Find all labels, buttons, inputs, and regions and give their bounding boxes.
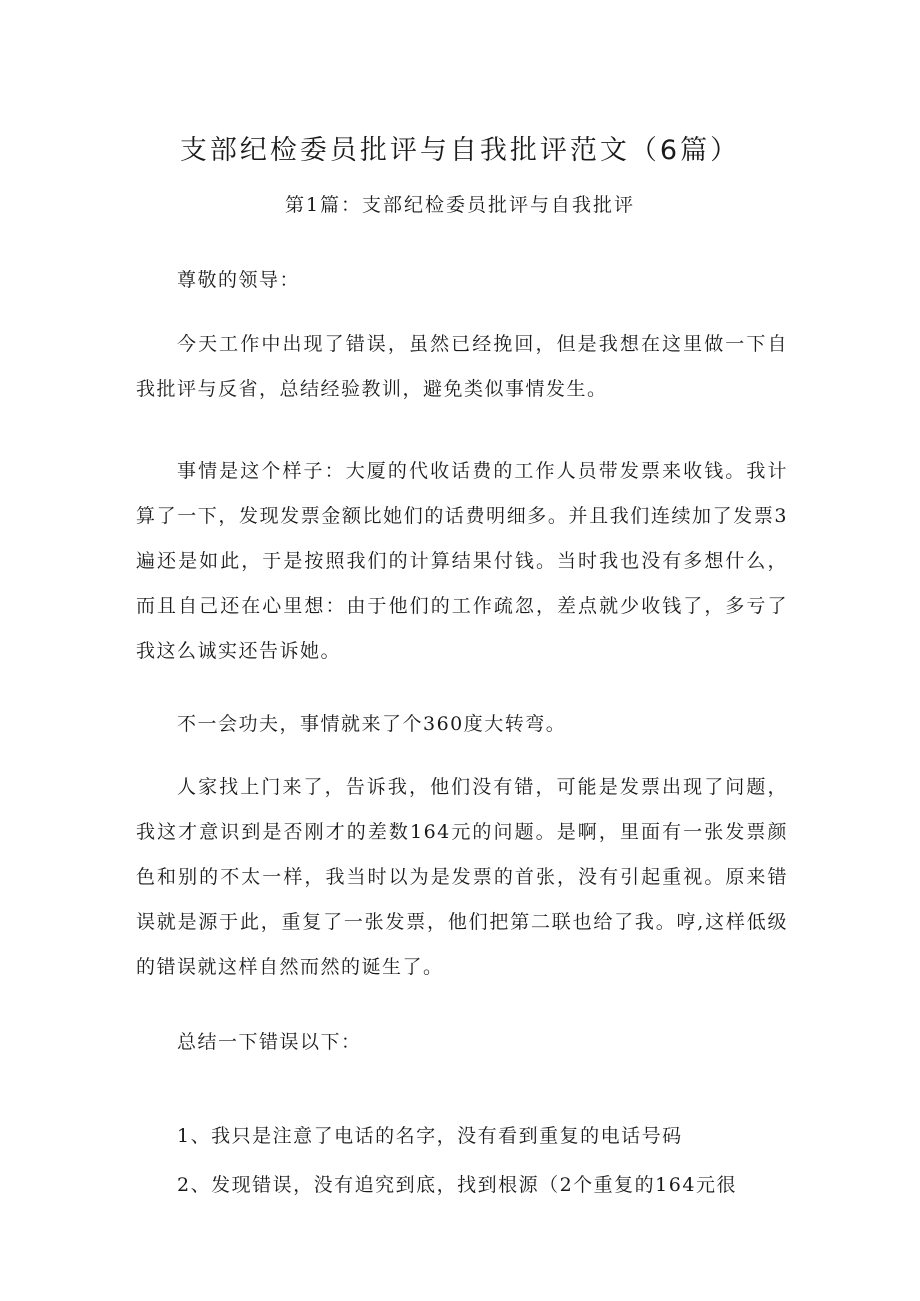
salutation: 尊敬的领导： — [177, 269, 301, 291]
document-title: 支部纪检委员批评与自我批评范文（6篇） — [179, 135, 741, 166]
paragraph-4: 人家找上门来了，告诉我，他们没有错，可能是发票出现了问题，我这才意识到是否刚才的差数164元的问题。是啊，里面有一张发票颜色和别的不太一样，我当时以为是发票的首张，没有引起重视。原来错误就是源于此，重复了一张发票，他们把第二联也给了我。哼,这样低级的错误就这样自然而然的诞生了。 — [136, 776, 788, 978]
paragraph-5: 总结一下错误以下： — [177, 1031, 362, 1053]
list-item: 1、我只是注意了电话的名字，没有看到重复的电话号码 — [177, 1125, 683, 1147]
paragraph-2: 事情是这个样子：大厦的代收话费的工作人员带发票来收钱。我计算了一下，发现发票金额比她们的话费明细多。并且我们连续加了发票3遍还是如此，于是按照我们的计算结果付钱。当时我也没有多想什么，而且自己还在心里想：由于他们的工作疏忽，差点就少收钱了，多亏了我这么诚实还告诉她。 — [136, 460, 788, 662]
document-subtitle: 第1篇：支部纪检委员批评与自我批评 — [284, 194, 636, 216]
list-item: 2、发现错误，没有追究到底，找到根源（2个重复的164元很 — [177, 1174, 737, 1196]
paragraph-3: 不一会功夫，事情就来了个360度大转弯。 — [177, 713, 567, 735]
paragraph-1: 今天工作中出现了错误，虽然已经挽回，但是我想在这里做一下自我批评与反省，总结经验教训，避免类似事情发生。 — [136, 333, 788, 400]
